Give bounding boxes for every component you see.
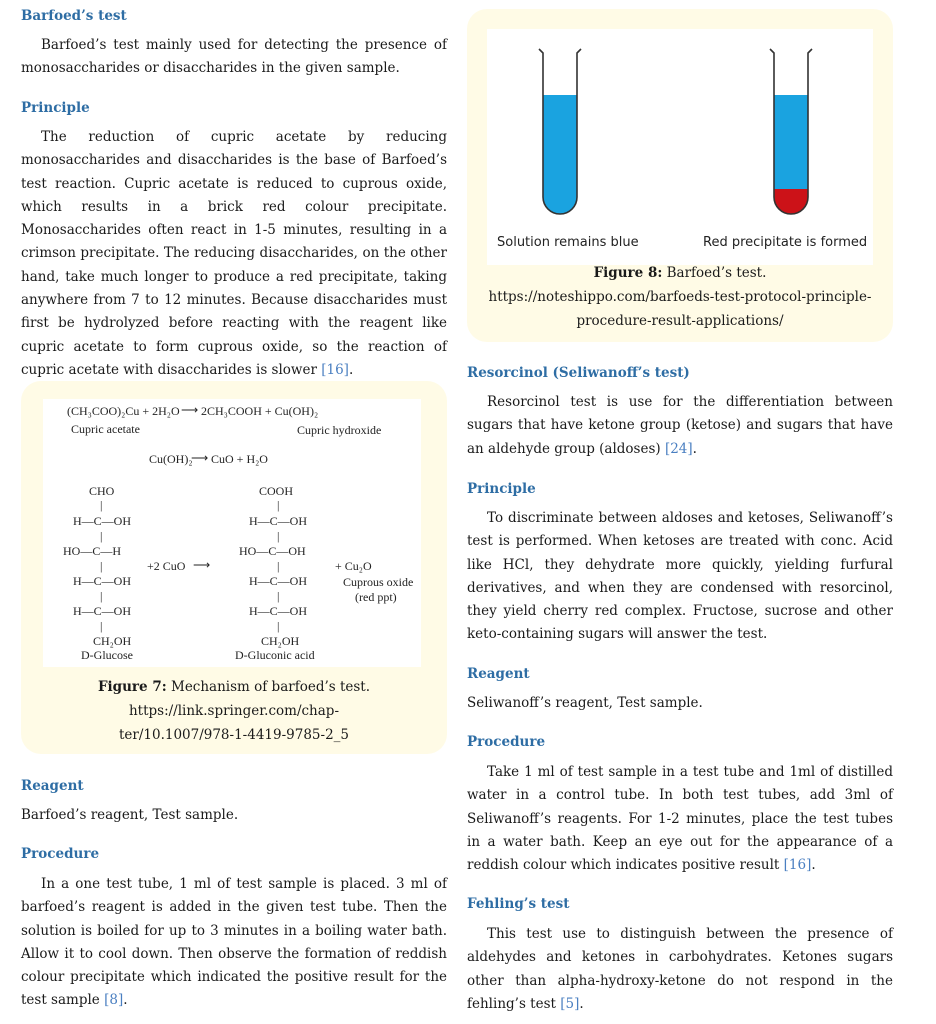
arrow-icon: ⟶ bbox=[181, 403, 199, 417]
glucose-group: HO—C—H bbox=[63, 544, 122, 558]
bond: | bbox=[100, 559, 103, 573]
barfoed-intro: Barfoed’s test mainly used for detecting the presence of monosaccharides or disaccharides in the given sample. bbox=[21, 37, 447, 77]
fehling-body: This test use to distinguish between the presence of aldehydes and ketones in carbohydrates. Ketones sugars other than alpha-hydroxy-ketone do not respond in the fehling’s test bbox=[467, 926, 893, 1012]
bond: | bbox=[100, 498, 103, 512]
figure-8-caption bbox=[467, 261, 893, 333]
fehling-text: This test use to distinguish between the presence of aldehydes and ketones in carbohydrates. Ketones sugars other than alpha-hydroxy-ketone do not respond in the fehling’s test [5]. bbox=[467, 926, 893, 1012]
figure-8-image bbox=[487, 29, 873, 265]
gluconic-group: HO—C—OH bbox=[239, 544, 306, 558]
arrow-icon: ⟶ bbox=[191, 451, 209, 465]
principle-text: To discriminate between aldoses and ketoses, Seliwanoff’s test is performed. When ketoses are treated with conc. Acid like HCl, they dehydrate more quickly, yielding furfural derivatives, and when they are condensed with resorcinol, they yield cherry red complex. Fructose, sucrose and other keto-containing sugars will answer the test. bbox=[467, 510, 893, 643]
principle-heading: Principle bbox=[467, 481, 536, 497]
gluconic-group: CH₂OH bbox=[261, 634, 300, 648]
eq1-left: (CH₃COO)₂Cu + 2H₂O bbox=[67, 404, 180, 418]
reagent-text: Seliwanoff’s reagent, Test sample. bbox=[467, 695, 703, 711]
barfoed-heading: Barfoed’s test bbox=[21, 8, 127, 24]
eq2-right: CuO + H₂O bbox=[211, 452, 268, 466]
tube2-label: Red precipitate is formed bbox=[703, 235, 868, 250]
bond: | bbox=[277, 529, 280, 543]
glucose-group: H—C—OH bbox=[73, 604, 132, 618]
figure-8 bbox=[467, 9, 893, 342]
citation-link[interactable]: [8] bbox=[104, 992, 124, 1009]
bond: | bbox=[100, 529, 103, 543]
gluconic-group: H—C—OH bbox=[249, 574, 308, 588]
procedure-heading: Procedure bbox=[467, 734, 546, 750]
glucose-group: CH₂OH bbox=[93, 634, 132, 648]
glucose-group: H—C—OH bbox=[73, 574, 132, 588]
procedure-heading: Procedure bbox=[21, 846, 100, 862]
test-tube-blue bbox=[539, 49, 581, 214]
gluconic-group: H—C—OH bbox=[249, 604, 308, 618]
principle-body: The reduction of cupric acetate by reducing monosaccharides and disaccharides is the base of Barfoed’s test reaction. Cupric acetate is reduced to cuprous oxide, which results in a brick red colour precipitate. Monosaccharides often react in 1-5 minutes, resulting in a crimson precipitate. The reducing disaccharides, on the other hand, take much longer to produce a red precipitate, taking anywhere from 7 to 12 minutes. Because disaccharides must first be hydrolyzed before reacting with the reagent like cupric acetate to form cuprous oxide, so the reaction of cupric acetate with disaccharides is slower bbox=[21, 129, 447, 378]
caption-label: Figure 8: bbox=[593, 265, 663, 281]
reagent-heading: Reagent bbox=[467, 666, 530, 682]
glucose-group: H—C—OH bbox=[73, 514, 132, 528]
caption-url[interactable]: procedure-result-applications/ bbox=[576, 313, 784, 329]
gluconic-name: D-Gluconic acid bbox=[235, 648, 315, 662]
bond: | bbox=[277, 498, 280, 512]
product-name: Cuprous oxide bbox=[343, 575, 414, 589]
caption-label: Figure 7: bbox=[97, 679, 167, 695]
fehling-heading: Fehling’s test bbox=[467, 896, 570, 912]
citation-link[interactable]: [16] bbox=[783, 857, 812, 874]
eq1-label-right: Cupric hydroxide bbox=[297, 423, 382, 437]
product-note: (red ppt) bbox=[355, 590, 397, 604]
citation-link[interactable]: [16] bbox=[321, 361, 349, 378]
tube1-label: Solution remains blue bbox=[497, 235, 639, 250]
eq1-label-left: Cupric acetate bbox=[71, 422, 140, 436]
bond: | bbox=[277, 559, 280, 573]
principle-heading: Principle bbox=[21, 100, 90, 116]
procedure-text: In a one test tube, 1 ml of test sample is placed. 3 ml of barfoed’s reagent is added in the given test tube. Then the solution is boiled for up to 3 minutes in a boiling water bath. Allow it to cool down. Then observe the formation of reddish colour precipitate which indicated the positive result for the test sample [8]. bbox=[21, 876, 447, 1009]
test-tubes-illustration bbox=[487, 29, 873, 265]
eq1-right: 2CH₃COOH + Cu(OH)₂ bbox=[201, 404, 319, 418]
figure-7-image bbox=[43, 399, 421, 667]
principle-text: The reduction of cupric acetate by reducing monosaccharides and disaccharides is the base of Barfoed’s test reaction. Cupric acetate is reduced to cuprous oxide, which results in a brick red colour precipitate. Monosaccharides often react in 1-5 minutes, resulting in a crimson precipitate. The reducing disaccharides, on the other hand, take much longer to produce a red precipitate, taking anywhere from 7 to 12 minutes. Because disaccharides must first be hydrolyzed before reacting with the reagent like cupric acetate to form cuprous oxide, so the reaction of cupric acetate with disaccharides is slower [16]. bbox=[21, 129, 447, 378]
bond: | bbox=[100, 589, 103, 603]
procedure-body: Take 1 ml of test sample in a test tube and 1ml of distilled water in a control tube. In both test tubes, add 3ml of Seliwanoff’s reagents. For 1-2 minutes, place the test tubes in a water bath. Keep an eye out for the appearance of a reddish colour which indicates positive result bbox=[467, 764, 893, 874]
figure-7 bbox=[21, 381, 447, 754]
product-cu2o: + Cu₂O bbox=[335, 559, 372, 573]
caption-text: Barfoed’s test. bbox=[662, 265, 767, 281]
arrow-icon: ⟶ bbox=[193, 558, 211, 572]
glucose-name: D-Glucose bbox=[81, 648, 133, 662]
glucose-group: CHO bbox=[89, 484, 115, 498]
citation-link[interactable]: [24] bbox=[664, 440, 693, 457]
citation-link[interactable]: [5] bbox=[560, 995, 580, 1012]
caption-url[interactable]: https://link.springer.com/chap- bbox=[128, 703, 340, 719]
procedure-body: In a one test tube, 1 ml of test sample is placed. 3 ml of barfoed’s reagent is added in the given test tube. Then the solution is boiled for up to 3 minutes in a boiling water bath. Allow it to cool down. Then observe the formation of reddish colour precipitate which indicated the positive result for the test sample bbox=[21, 876, 447, 1009]
reagent-cuo: +2 CuO bbox=[147, 559, 186, 573]
test-tube-red-precipitate bbox=[770, 49, 812, 214]
gluconic-group: H—C—OH bbox=[249, 514, 308, 528]
gluconic-group: COOH bbox=[259, 484, 294, 498]
figure-7-caption bbox=[21, 675, 447, 747]
bond: | bbox=[277, 619, 280, 633]
bond: | bbox=[100, 619, 103, 633]
reagent-text: Barfoed’s reagent, Test sample. bbox=[21, 807, 239, 823]
resorcinol-heading: Resorcinol (Seliwanoff’s test) bbox=[467, 365, 690, 381]
resorcinol-body: Resorcinol test is use for the differentiation between sugars that have ketone group (ketose) and sugars that have an aldehyde group (aldoses) bbox=[467, 394, 893, 457]
reagent-heading: Reagent bbox=[21, 778, 84, 794]
procedure-text: Take 1 ml of test sample in a test tube and 1ml of distilled water in a control tube. In both test tubes, add 3ml of Seliwanoff’s reagents. For 1-2 minutes, place the test tubes in a water bath. Keep an eye out for the appearance of a reddish colour which indicates positive result [16]. bbox=[467, 764, 893, 874]
eq2-left: Cu(OH)₂ bbox=[149, 452, 193, 466]
caption-url[interactable]: https://noteshippo.com/barfoeds-test-protocol-principle- bbox=[488, 289, 872, 305]
caption-text: Mechanism of barfoed’s test. bbox=[166, 679, 371, 695]
caption-url[interactable]: ter/10.1007/978-1-4419-9785-2_5 bbox=[118, 727, 350, 743]
bond: | bbox=[277, 589, 280, 603]
resorcinol-intro: Resorcinol test is use for the differentiation between sugars that have ketone group (ketose) and sugars that have an aldehyde group (aldoses) [24]. bbox=[467, 394, 893, 457]
